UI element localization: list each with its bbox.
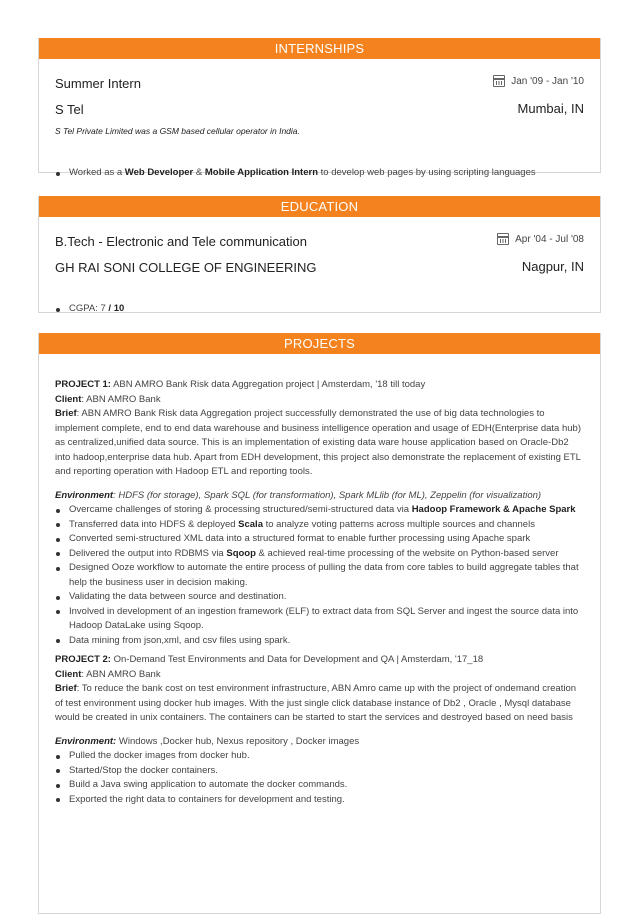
p2-env: Windows ,Docker hub, Nexus repository , Docker images bbox=[116, 735, 360, 747]
list-item bbox=[55, 503, 584, 518]
p2-brief-label: Brief bbox=[55, 683, 77, 694]
internship-date bbox=[493, 75, 584, 87]
internship-note: S Tel Private Limited was a GSM based cellular operator in India. bbox=[55, 126, 300, 136]
bullet-text: Delivered the output into RDBMS via bbox=[69, 547, 227, 559]
internship-company: S Tel bbox=[55, 102, 84, 117]
p2-label: PROJECT 2: bbox=[55, 654, 111, 665]
education-section bbox=[38, 196, 601, 313]
p1-label: PROJECT 1: bbox=[55, 379, 111, 390]
cgpa-label: CGPA: bbox=[69, 303, 101, 314]
cgpa-value: 7 bbox=[100, 303, 106, 314]
bullet-text: Data mining from json,xml, and csv files using spark. bbox=[69, 634, 291, 646]
bullet-bold: Sqoop bbox=[226, 547, 256, 559]
education-school: GH RAI SONI COLLEGE OF ENGINEERING bbox=[55, 260, 317, 275]
education-header: EDUCATION bbox=[39, 196, 600, 217]
list-item: Pulled the docker images from docker hub. bbox=[55, 749, 584, 764]
p1-env-label: Environment bbox=[55, 489, 114, 501]
p1-brief: : ABN AMRO Bank Risk data Aggregation project successfully demonstrated the use of big data technologies to implement complete, end to end data warehouse and business intelligence operation and usage of EDH(Enterprise data hub) as centralized,unified data source. This is an implementation of existing data ware house application based on Oracle-Db2 into hadoop,enterprise data hub. Apart from EDH development, this project also demonstrate the replacement of existing ETL and reporting operation with Hadoop ETL and reporting tools. bbox=[55, 408, 581, 477]
list-item: Build a Java swing application to automate the docker commands. bbox=[55, 778, 584, 793]
bullet-bold: Scala bbox=[238, 518, 263, 530]
list-item bbox=[55, 518, 584, 533]
bullet-pre: Worked as a bbox=[69, 167, 125, 178]
internships-section bbox=[38, 38, 601, 178]
p2-client-label: Client bbox=[55, 668, 82, 680]
bullet-bold: Hadoop Framework & Apache Spark bbox=[411, 504, 576, 515]
p1-title: ABN AMRO Bank Risk data Aggregation project | Amsterdam, '18 till today bbox=[110, 379, 426, 390]
p1-client: : ABN AMRO Bank bbox=[81, 393, 161, 405]
list-item: Started/Stop the docker containers. bbox=[55, 764, 584, 779]
education-location: Nagpur, IN bbox=[521, 259, 584, 274]
list-item bbox=[55, 532, 584, 547]
education-degree: B.Tech - Electronic and Tele communication bbox=[55, 234, 307, 249]
bullet-mid: & bbox=[193, 167, 205, 178]
list-item bbox=[55, 547, 584, 562]
calendar-icon bbox=[493, 75, 505, 87]
list-item bbox=[55, 590, 584, 605]
internship-date-text: Jan '09 - Jan '10 bbox=[511, 75, 584, 87]
bullet-text: & achieved real-time processing of the website on Python-based server bbox=[255, 547, 559, 559]
bullet-text: Validating the data between source and destination. bbox=[69, 591, 287, 602]
calendar-icon bbox=[497, 233, 509, 245]
projects-header: PROJECTS bbox=[39, 333, 600, 354]
bullet-text: Transferred data into HDFS & deployed bbox=[69, 518, 239, 530]
education-date bbox=[497, 233, 584, 245]
education-cgpa bbox=[55, 302, 616, 317]
cgpa-max: / 10 bbox=[105, 303, 125, 314]
bullet-text: Involved in development of an ingestion framework (ELF) to extract data from SQL Server and ingest the source data into Hadoop DataLake using Sqoop. bbox=[69, 605, 579, 631]
projects-section bbox=[38, 333, 601, 914]
internships-header: INTERNSHIPS bbox=[39, 38, 600, 59]
list-item bbox=[55, 605, 584, 634]
list-item: Exported the right data to containers for development and testing. bbox=[55, 793, 584, 808]
education-date-text: Apr '04 - Jul '08 bbox=[515, 233, 584, 245]
p1-bullet-list bbox=[55, 503, 584, 648]
bullet-text: Converted semi-structured XML data into a structured format to enable further processing using Apache spark bbox=[69, 533, 531, 544]
bullet-text: Overcame challenges of storing & processing structured/semi-structured data via bbox=[69, 504, 412, 515]
p2-brief: : To reduce the bank cost on test environment infrastructure, ABN Amro came up with the project of ondemand creation of test environment using docker hub images. With the just single click database instance of Db2 , Oracle , Mysql database would be created in unix containers. The containers can be started to start the services and destroyed based on need basis bbox=[55, 683, 577, 723]
list-item bbox=[55, 634, 584, 649]
internship-role: Summer Intern bbox=[55, 76, 141, 91]
internship-location: Mumbai, IN bbox=[517, 101, 584, 116]
p1-brief-label: Brief bbox=[55, 408, 77, 419]
p2-bullet-list bbox=[55, 749, 584, 807]
bullet-text: Designed Ooze workflow to automate the entire process of pulling the data from core tables to build aggregate tables that help the business user in decision making. bbox=[69, 562, 579, 588]
project-1 bbox=[55, 378, 584, 807]
p2-client: : ABN AMRO Bank bbox=[81, 668, 161, 680]
bullet-post: to develop web pages by using scripting languages bbox=[318, 167, 536, 178]
internship-bullet bbox=[55, 166, 616, 181]
p2-env-label: Environment: bbox=[55, 735, 117, 747]
p2-title: On-Demand Test Environments and Data for Development and QA | Amsterdam, '17_18 bbox=[110, 654, 484, 665]
p1-env: : HDFS (for storage), Spark SQL (for transformation), Spark MLlib (for ML), Zeppelin (for visualization) bbox=[113, 489, 542, 501]
bullet-b2: Mobile Application Intern bbox=[204, 167, 319, 178]
list-item bbox=[55, 561, 584, 590]
p1-client-label: Client bbox=[55, 393, 82, 405]
bullet-b1: Web Developer bbox=[124, 167, 194, 178]
bullet-text: to analyze voting patterns across multiple sources and channels bbox=[262, 518, 535, 530]
